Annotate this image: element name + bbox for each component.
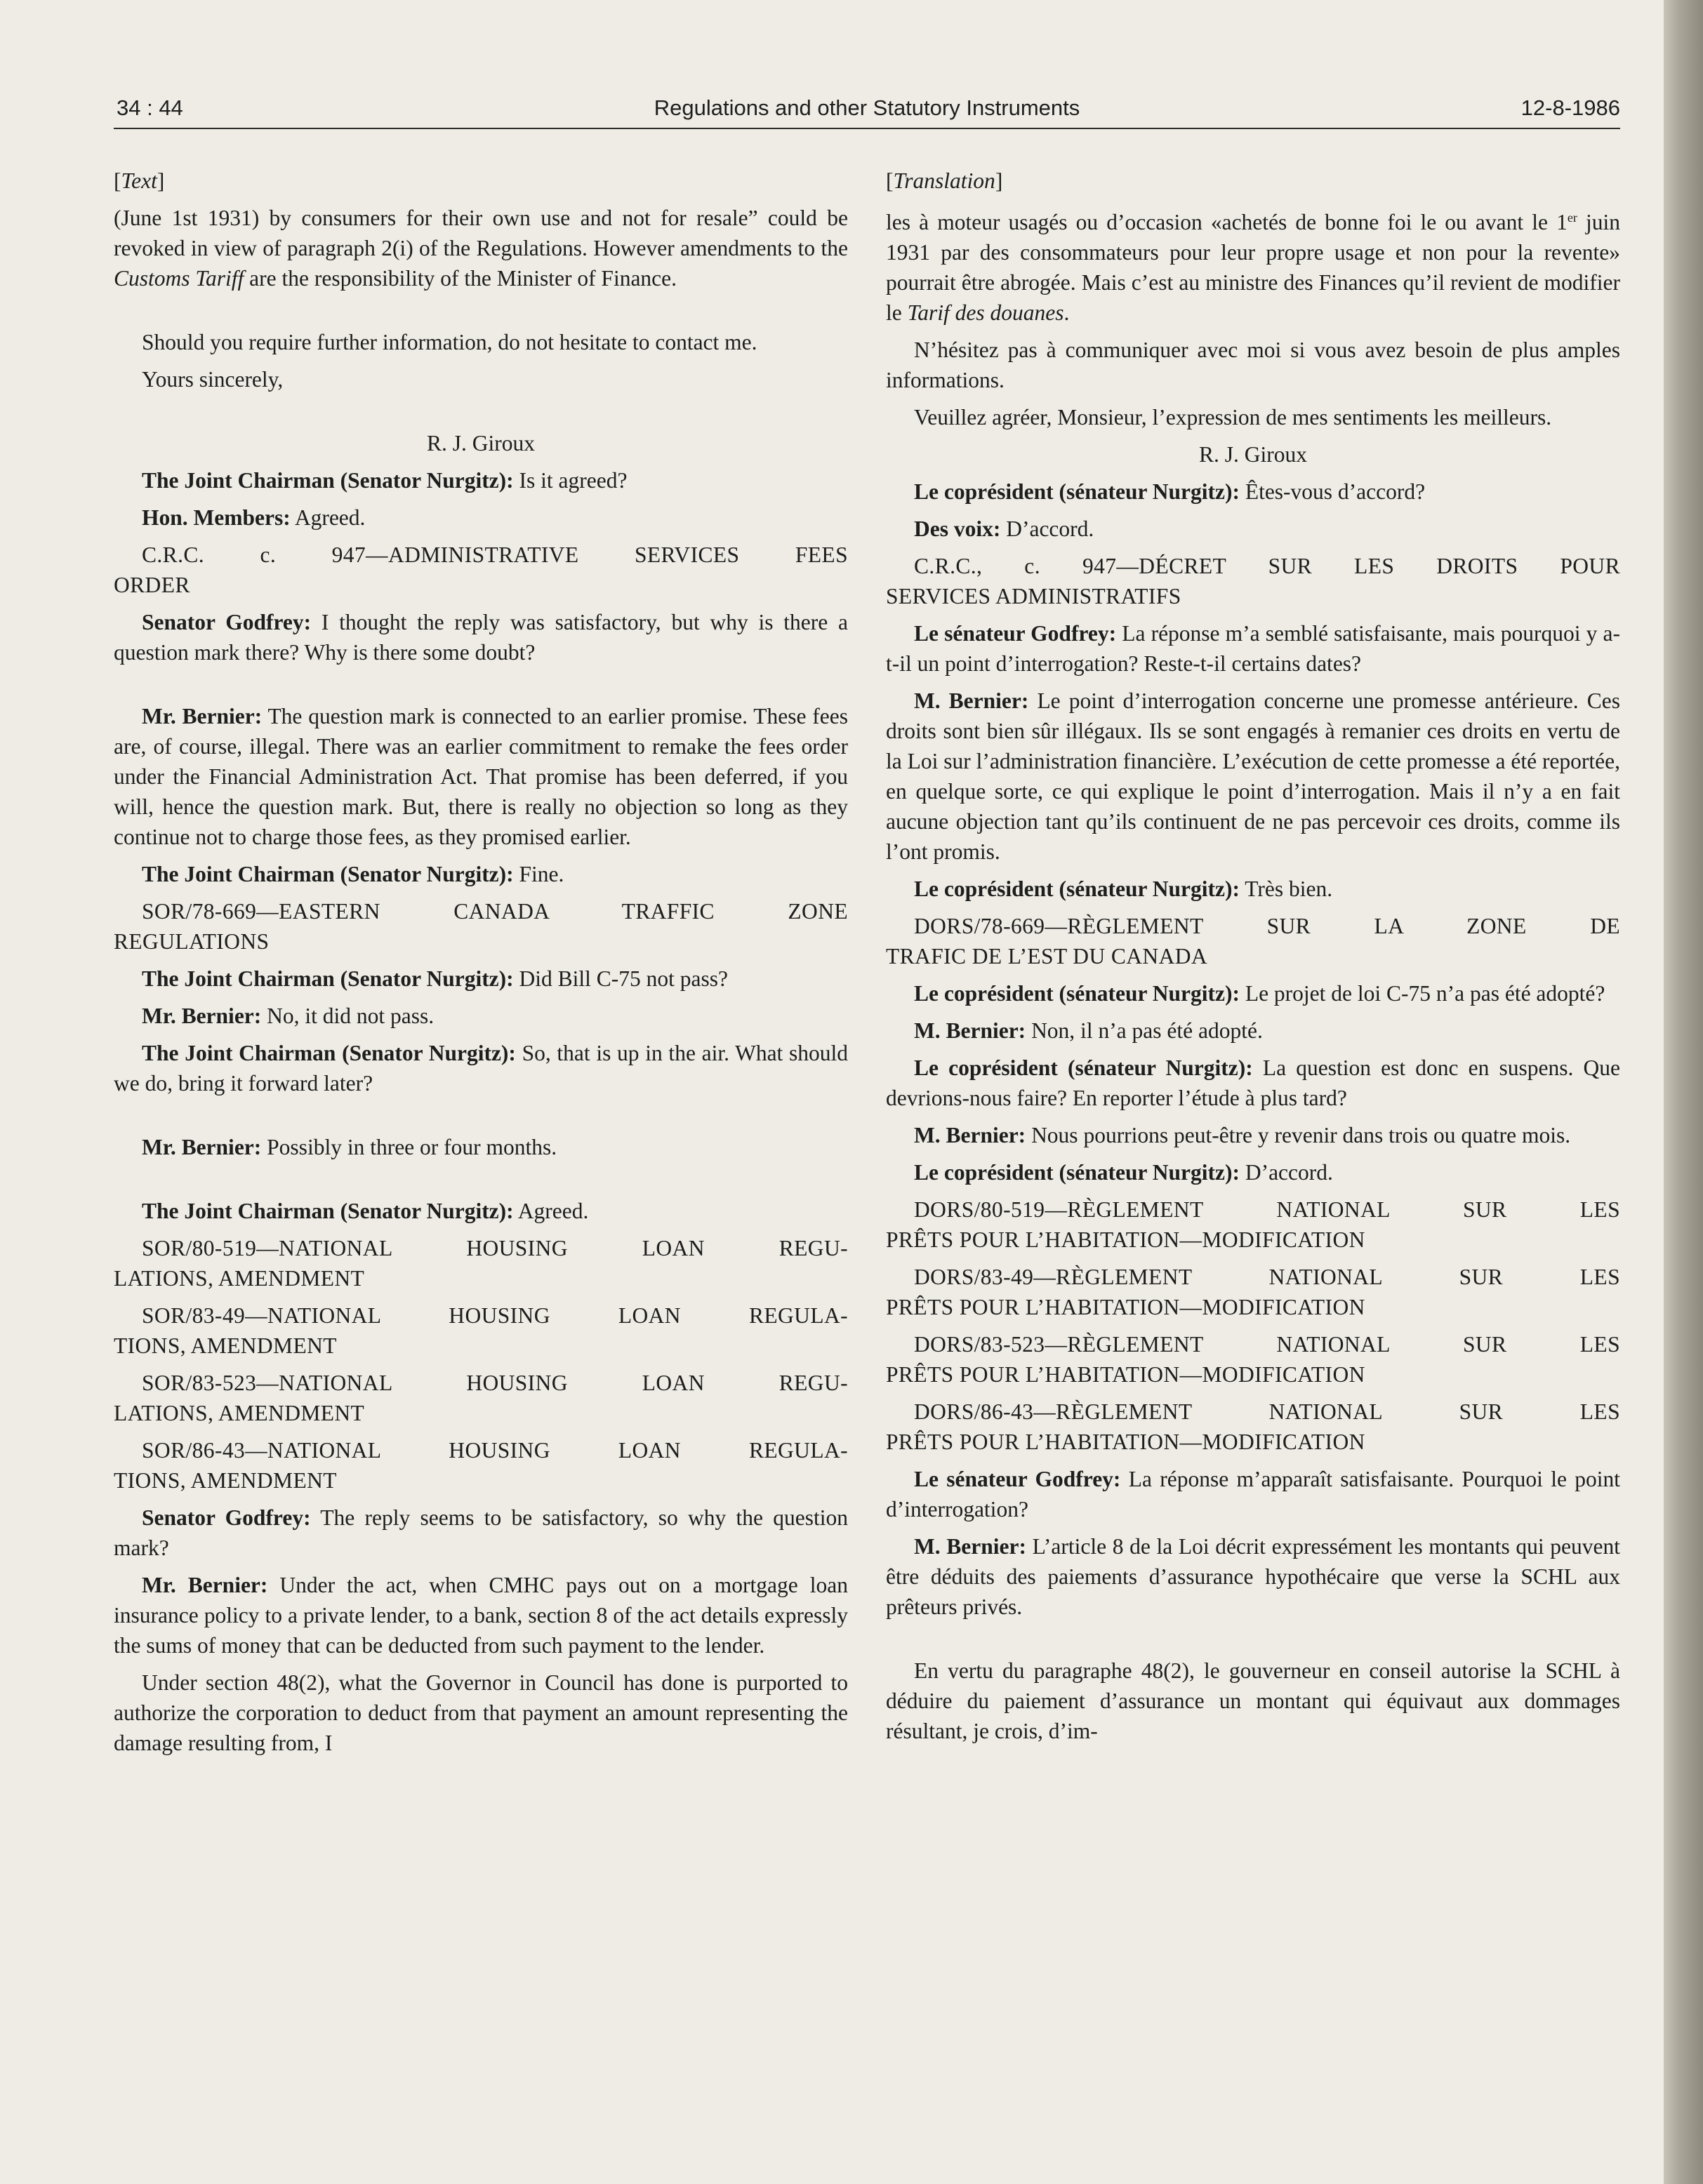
speaker-name: Le coprésident (sénateur Nurgitz): xyxy=(914,877,1240,901)
speaker-name: Des voix: xyxy=(914,517,1001,541)
speaker-name: Le coprésident (sénateur Nurgitz): xyxy=(914,1160,1240,1185)
speaker-name: Mr. Bernier: xyxy=(142,1135,262,1159)
letter-closing: Yours sincerely, xyxy=(142,367,284,392)
speaker-name: The Joint Chairman (Senator Nurgitz): xyxy=(142,862,514,886)
dialogue-line: M. Bernier: L’article 8 de la Loi décrit expressément les montants qui peuvent être déduits des paiements d’assurance hypothécaire que verse la SCHL aux prêteurs privés. xyxy=(886,1534,1620,1619)
speaker-name: M. Bernier: xyxy=(914,1018,1026,1043)
item-heading: DORS/83-49—RÈGLEMENT NATIONAL SUR LES PRÊTS POUR L’HABITATION—MODIFICATION xyxy=(886,1265,1620,1319)
running-title: Regulations and other Statutory Instruments xyxy=(654,95,1080,120)
speaker-name: M. Bernier: xyxy=(914,1123,1026,1147)
dialogue-line: M. Bernier: Le point d’interrogation concerne une promesse antérieure. Ces droits sont bien sûr illégaux. Ils se sont engagés à remanier ces droits en vertu de la Loi sur l’administration financière. L’exécution de cette promesse a été reportée, en quelque sorte, ce qui explique le point d’interrogation. Mais il n’y a en fait aucune objection tant qu’ils continuent de ne pas percevoir ces droits, comme ils l’ont promis. xyxy=(886,688,1620,864)
dialogue-line: Le coprésident (sénateur Nurgitz): Le projet de loi C-75 n’a pas été adopté? xyxy=(914,981,1605,1006)
dialogue-line: Le sénateur Godfrey: La réponse m’apparaît satisfaisante. Pourquoi le point d’interrogation? xyxy=(886,1467,1621,1522)
tarif-des-douanes-title: Tarif des douanes xyxy=(907,300,1064,325)
dialogue-line: Mr. Bernier: Possibly in three or four months. xyxy=(142,1135,557,1159)
item-heading: C.R.C. c. 947—ADMINISTRATIVE SERVICES FEES ORDER xyxy=(114,542,848,597)
letter-signature: R. J. Giroux xyxy=(426,431,535,455)
dialogue-line: Le sénateur Godfrey: La réponse m’a semblé satisfaisante, mais pourquoi y a-t-il un point d’interrogation? Reste-t-il certains dates? xyxy=(886,621,1620,676)
speaker-name: Le coprésident (sénateur Nurgitz): xyxy=(914,479,1240,504)
dialogue-line: Senator Godfrey: I thought the reply was satisfactory, but why is there a question mark there? Why is there some doubt? xyxy=(114,610,848,665)
speaker-name: Senator Godfrey: xyxy=(142,610,312,634)
item-heading: DORS/86-43—RÈGLEMENT NATIONAL SUR LES PRÊTS POUR L’HABITATION—MODIFICATION xyxy=(886,1399,1620,1454)
item-heading: SOR/78-669—EASTERN CANADA TRAFFIC ZONE REGULATIONS xyxy=(114,899,848,954)
dialogue-line: The Joint Chairman (Senator Nurgitz): Fine. xyxy=(142,862,564,886)
letter-paragraph: (June 1st 1931) by consumers for their own use and not for resale” could be revoked in view of paragraph 2(i) of the Regulations. However amendments to the Customs Tariff are the responsibility of the Minister of Finance. xyxy=(114,206,848,291)
letter-paragraph: Should you require further information, do not hesitate to contact me. xyxy=(142,330,757,354)
dialogue-line: Mr. Bernier: No, it did not pass. xyxy=(142,1004,435,1028)
body-paragraph: Under section 48(2), what the Governor in Council has done is purported to authorize the corporation to deduct from that payment an amount representing the damage resulting from, I xyxy=(114,1670,848,1755)
speaker-name: Le coprésident (sénateur Nurgitz): xyxy=(914,981,1240,1006)
dialogue-line: Mr. Bernier: Under the act, when CMHC pays out on a mortgage loan insurance policy to a private lender, to a bank, section 8 of the act details expressly the sums of money that can be deducted from such payment to the lender. xyxy=(114,1573,848,1658)
speaker-name: Le coprésident (sénateur Nurgitz): xyxy=(914,1056,1253,1080)
speaker-name: The Joint Chairman (Senator Nurgitz): xyxy=(142,1041,516,1065)
speaker-name: Le sénateur Godfrey: xyxy=(914,1467,1121,1491)
dialogue-line: The Joint Chairman (Senator Nurgitz): Agreed. xyxy=(142,1199,589,1223)
item-heading: SOR/80-519—NATIONAL HOUSING LOAN REGU - LATIONS, AMENDMENT xyxy=(114,1233,848,1293)
dialogue-line: Hon. Members: Agreed. xyxy=(142,505,366,530)
publication-date: 12-8-1986 xyxy=(1520,95,1620,120)
column-label: [Translation] xyxy=(886,168,1003,193)
dialogue-line: Le coprésident (sénateur Nurgitz): Êtes-vous d’accord? xyxy=(914,479,1426,504)
dialogue-line: The Joint Chairman (Senator Nurgitz): So, that is up in the air. What should we do, bring it forward later? xyxy=(114,1041,849,1096)
english-column xyxy=(114,166,848,1765)
dialogue-line: The Joint Chairman (Senator Nurgitz): Is it agreed? xyxy=(142,468,628,493)
body-paragraph: En vertu du paragraphe 48(2), le gouverneur en conseil autorise la SCHL à déduire du paiement d’assurance un montant qui équivaut aux dommages résultant, je crois, d’im- xyxy=(886,1658,1620,1743)
speaker-name: The Joint Chairman (Senator Nurgitz): xyxy=(142,1199,514,1223)
dialogue-line: Mr. Bernier: The question mark is connected to an earlier promise. These fees are, of course, illegal. There was an earlier commitment to remake the fees order under the Financial Administration Act. That promise has been deferred, if you will, hence the question mark. But, there is really no objection so long as they continue not to charge those fees, as they promised earlier. xyxy=(114,704,848,849)
speaker-name: The Joint Chairman (Senator Nurgitz): xyxy=(142,468,514,493)
item-heading: SOR/83-49—NATIONAL HOUSING LOAN REGULA - TIONS, AMENDMENT xyxy=(114,1300,848,1361)
item-heading: DORS/80-519—RÈGLEMENT NATIONAL SUR LES PRÊTS POUR L’HABITATION—MODIFICATION xyxy=(886,1197,1620,1252)
letter-closing: Veuillez agréer, Monsieur, l’expression de mes sentiments les meilleurs. xyxy=(914,405,1552,430)
speaker-name: Mr. Bernier: xyxy=(142,1004,262,1028)
column-label: [Text] xyxy=(114,168,165,193)
speaker-name: Le sénateur Godfrey: xyxy=(914,621,1117,646)
speaker-name: Mr. Bernier: xyxy=(142,1573,268,1597)
french-column xyxy=(886,166,1620,1753)
dialogue-line: Des voix: D’accord. xyxy=(914,517,1094,541)
dialogue-line: The Joint Chairman (Senator Nurgitz): Did Bill C-75 not pass? xyxy=(142,966,729,991)
item-heading: SOR/86-43—NATIONAL HOUSING LOAN REGULA - TIONS, AMENDMENT xyxy=(114,1435,848,1496)
speaker-name: Mr. Bernier: xyxy=(142,704,263,728)
dialogue-line: M. Bernier: Nous pourrions peut-être y revenir dans trois ou quatre mois. xyxy=(914,1123,1571,1147)
dialogue-line: M. Bernier: Non, il n’a pas été adopté. xyxy=(914,1018,1263,1043)
item-heading: C.R.C., c. 947—DÉCRET SUR LES DROITS POUR SERVICES ADMINISTRATIFS xyxy=(886,554,1620,608)
customs-tariff-title: Customs Tariff xyxy=(114,266,244,291)
dialogue-line: Le coprésident (sénateur Nurgitz): Très bien. xyxy=(914,877,1333,901)
speaker-name: Senator Godfrey: xyxy=(142,1505,311,1530)
speaker-name: Hon. Members: xyxy=(142,505,291,530)
speaker-name: M. Bernier: xyxy=(914,1534,1026,1559)
dialogue-line: Senator Godfrey: The reply seems to be satisfactory, so why the question mark? xyxy=(114,1505,848,1560)
page-header xyxy=(114,91,1620,129)
dialogue-line: Le coprésident (sénateur Nurgitz): La question est donc en suspens. Que devrions-nous faire? En reporter l’étude à plus tard? xyxy=(886,1056,1621,1110)
item-heading: DORS/83-523—RÈGLEMENT NATIONAL SUR LES PRÊTS POUR L’HABITATION—MODIFICATION xyxy=(886,1332,1620,1387)
page-number: 34 : 44 xyxy=(117,95,183,120)
letter-signature: R. J. Giroux xyxy=(1198,442,1307,467)
book-spine-edge xyxy=(1664,0,1703,2184)
dialogue-line: Le coprésident (sénateur Nurgitz): D’accord. xyxy=(914,1160,1333,1185)
speaker-name: The Joint Chairman (Senator Nurgitz): xyxy=(142,966,514,991)
letter-paragraph: les à moteur usagés ou d’occasion «achetés de bonne foi le ou avant le 1er juin 1931 par des consommateurs pour leur propre usage et non pour la revente» pourrait être abrogée. Mais c’est au ministre des Finances qu’il revient de modifier le Tarif des douanes. xyxy=(886,210,1620,325)
speaker-name: M. Bernier: xyxy=(914,688,1029,713)
item-heading: DORS/78-669—RÈGLEMENT SUR LA ZONE DE TRAFIC DE L’EST DU CANADA xyxy=(886,914,1620,968)
letter-paragraph: N’hésitez pas à communiquer avec moi si vous avez besoin de plus amples informations. xyxy=(886,338,1620,392)
item-heading: SOR/83-523—NATIONAL HOUSING LOAN REGU - LATIONS, AMENDMENT xyxy=(114,1368,848,1428)
